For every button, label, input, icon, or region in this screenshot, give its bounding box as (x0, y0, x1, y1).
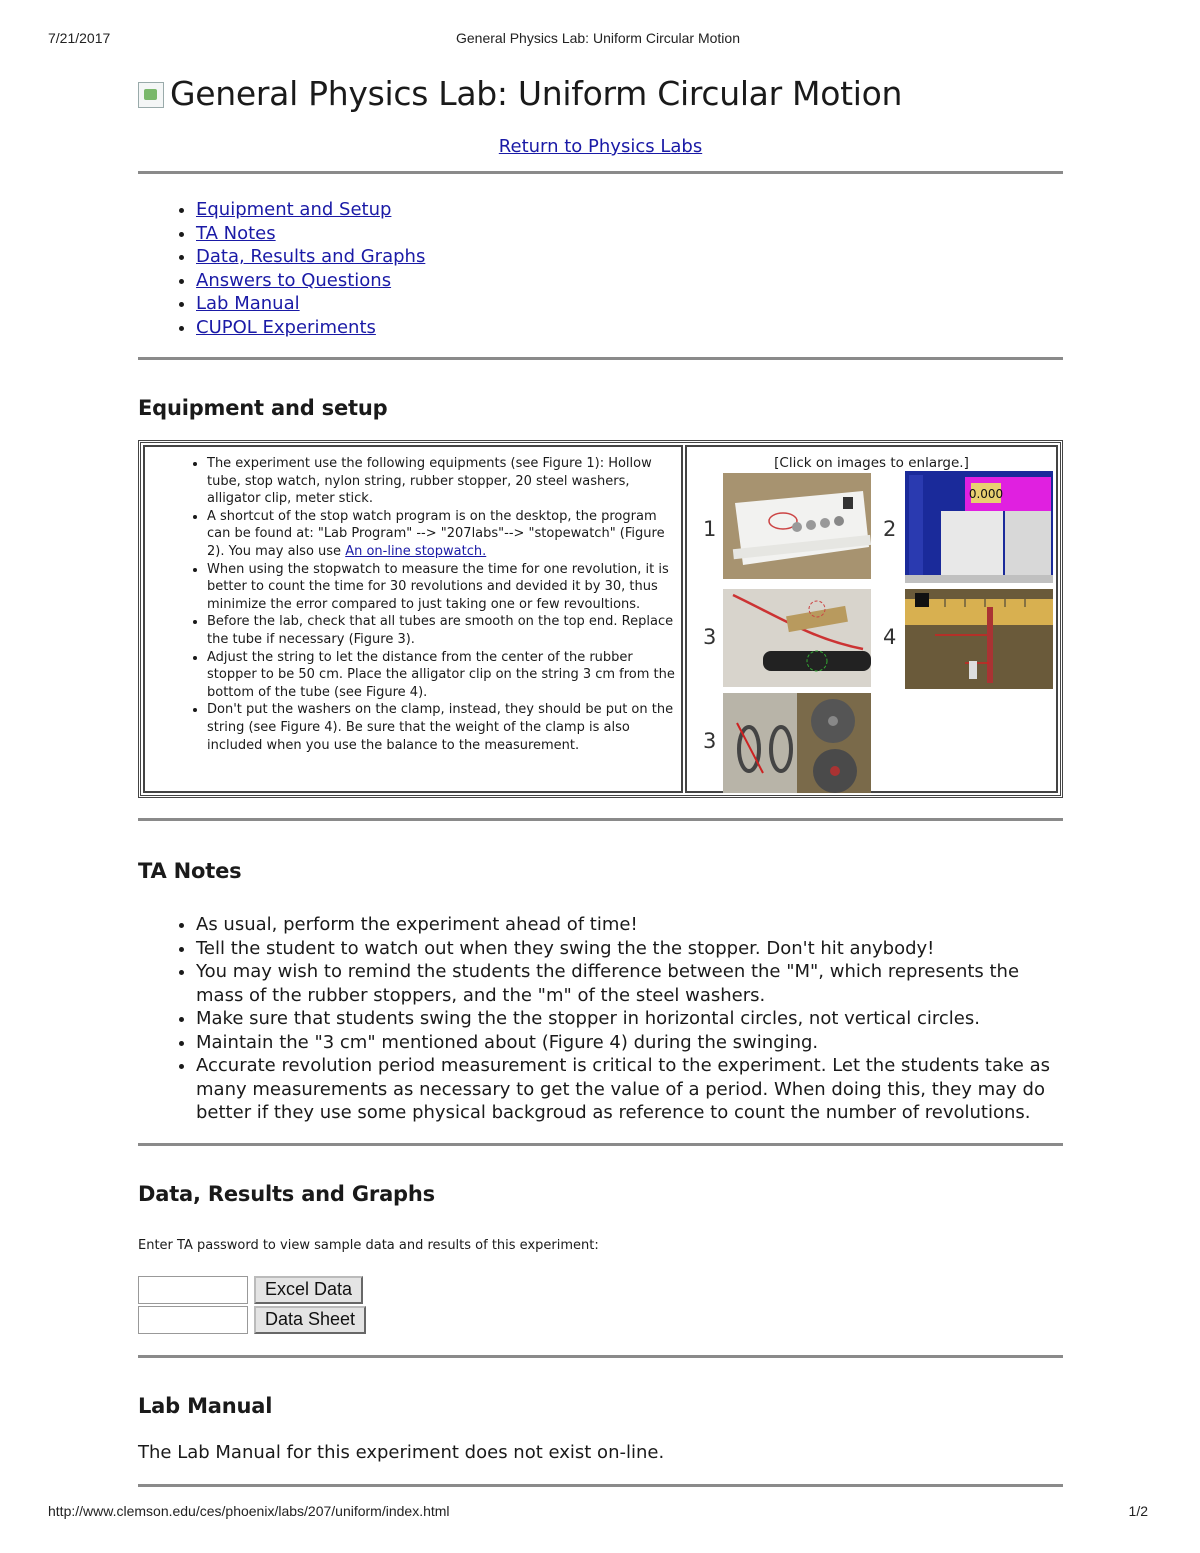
equipment-item (207, 613, 677, 648)
online-stopwatch-link[interactable]: An on-line stopwatch. (345, 543, 487, 559)
equipment-table (138, 440, 1063, 798)
figures-panel (685, 445, 1058, 793)
password-input-excel[interactable] (138, 1276, 248, 1304)
list-item: • Tell the student to watch out when they swing the the stopper. Don't hit anybody! (196, 937, 1063, 961)
data-results-heading: Data, Results and Graphs (138, 1181, 435, 1206)
equipment-item-text: When using the stopwatch to measure the time for one revolution, it is better to count the time for 30 revolutions and devided it by 30, thus minimize the error compared to just taking one or few revoultions. (207, 561, 669, 612)
toc-link-equipment[interactable]: Equipment and Setup (196, 199, 392, 220)
figure-1-equipment-photo[interactable] (723, 473, 871, 579)
page-content (138, 68, 1063, 1487)
divider (138, 818, 1063, 821)
equipment-item-text: The experiment use the following equipments (see Figure 1): Hollow tube, stop watch, nylon string, rubber stopper, 20 steel washers, alligator clip, meter stick. (207, 456, 652, 507)
toc-link-ta-notes[interactable]: TA Notes (196, 222, 276, 244)
password-row-excel (138, 1275, 1063, 1305)
equipment-item-text: A shortcut of the stop watch program is on the desktop, the program can be found at: "Lab Program" --> "207labs"--> "stopewatch" (Figure 2). You may also use (207, 508, 665, 559)
divider (138, 1143, 1063, 1146)
figure-number: 4 (883, 625, 897, 649)
click-to-enlarge-note: [Click on images to enlarge.] (774, 455, 969, 471)
setup-photo-icon (905, 589, 1053, 689)
equipment-item-text: Don't put the washers on the clamp, instead, they should be put on the string (see Figure 4). Be sure that the weight of the clamp is also included when you use the balance to the measurement. (207, 702, 674, 753)
figure-3b-washers-photo[interactable] (723, 693, 871, 793)
print-footer (48, 1503, 1148, 1523)
toc-link-cupol[interactable]: CUPOL Experiments (196, 316, 376, 338)
lab-manual-heading: Lab Manual (138, 1393, 273, 1418)
washers-photo-icon (723, 693, 871, 793)
figure-number: 1 (703, 517, 717, 541)
toc-link-lab-manual[interactable]: Lab Manual (196, 293, 300, 314)
figure-4-setup-photo[interactable] (905, 589, 1053, 689)
return-to-physics-labs-link[interactable]: Return to Physics Labs (498, 136, 703, 157)
toc-link-data-results[interactable]: Data, Results and Graphs (196, 246, 426, 267)
lab-manual-text: The Lab Manual for this experiment does not exist on-line. (138, 1441, 665, 1463)
table-of-contents (138, 198, 1063, 339)
page-number: 1/2 (1128, 1503, 1148, 1519)
list-item: • Accurate revolution period measurement is critical to the experiment. Let the students take as many measurements as necessary to get the value of a period. When doing this, they may do better if they use some physical backgroud as reference to count the number of revolutions. (196, 1054, 1063, 1125)
toc-link-answers[interactable]: Answers to Questions (196, 269, 392, 291)
toc-item (196, 198, 1063, 222)
list-item: • Make sure that students swing the the stopper in horizontal circles, not vertical circles. (196, 1007, 1063, 1031)
print-url: http://www.clemson.edu/ces/phoenix/labs/207/uniform/index.html (48, 1503, 450, 1519)
figure-2-stopwatch-screenshot[interactable] (905, 471, 1053, 583)
password-input-datasheet[interactable] (138, 1306, 248, 1334)
equipment-item (207, 701, 677, 754)
equipment-item (207, 561, 677, 614)
data-sheet-button[interactable]: Data Sheet (254, 1306, 366, 1334)
print-date: 7/21/2017 (48, 30, 111, 46)
toc-item (196, 222, 1063, 246)
equipment-item-text: Adjust the string to let the distance from the center of the rubber stopper to be 50 cm. Place the alligator clip on the string 3 cm from the bottom of the tube (see Figure 4). (207, 649, 675, 700)
figure-number: 3 (703, 729, 717, 753)
divider (138, 1484, 1063, 1487)
print-title: General Physics Lab: Uniform Circular Motion (456, 30, 740, 46)
ta-notes-heading: TA Notes (138, 859, 242, 883)
tube-photo-icon (723, 589, 871, 687)
equipment-item-text: Before the lab, check that all tubes are smooth on the top end. Replace the tube if necessary (Figure 3). (207, 614, 674, 647)
figure-3-tube-photo[interactable] (723, 589, 871, 687)
figure-number: 2 (883, 517, 897, 541)
list-item: • Maintain the "3 cm" mentioned about (Figure 4) during the swinging. (196, 1031, 1063, 1055)
figure-number: 3 (703, 625, 717, 649)
stopwatch-screenshot-icon (905, 471, 1053, 583)
return-link-wrap (138, 136, 1063, 157)
excel-data-button[interactable]: Excel Data (254, 1276, 363, 1304)
toc-item (196, 269, 1063, 293)
password-form (138, 1275, 1063, 1335)
broken-image-icon (138, 82, 164, 108)
ta-notes-list (138, 913, 1063, 1125)
equipment-item (207, 455, 677, 508)
toc-item (196, 316, 1063, 340)
equipment-heading: Equipment and setup (138, 396, 388, 420)
divider (138, 171, 1063, 174)
toc-item (196, 292, 1063, 316)
divider (138, 357, 1063, 360)
password-row-datasheet (138, 1305, 1063, 1335)
equipment-instructions (143, 445, 683, 793)
password-note: Enter TA password to view sample data and results of this experiment: (138, 1237, 599, 1253)
equipment-photo-icon (723, 473, 871, 579)
list-item: • As usual, perform the experiment ahead of time! (196, 913, 1063, 937)
print-header (48, 30, 1148, 50)
toc-item (196, 245, 1063, 269)
page-title (138, 68, 1063, 118)
stopwatch-display: 0.000 (968, 487, 1004, 501)
equipment-item (207, 508, 677, 561)
equipment-item (207, 649, 677, 702)
list-item: • You may wish to remind the students the difference between the "M", which represents the mass of the rubber stoppers, and the "m" of the steel washers. (196, 960, 1063, 1007)
divider (138, 1355, 1063, 1358)
page-title-text: General Physics Lab: Uniform Circular Motion (170, 73, 903, 113)
